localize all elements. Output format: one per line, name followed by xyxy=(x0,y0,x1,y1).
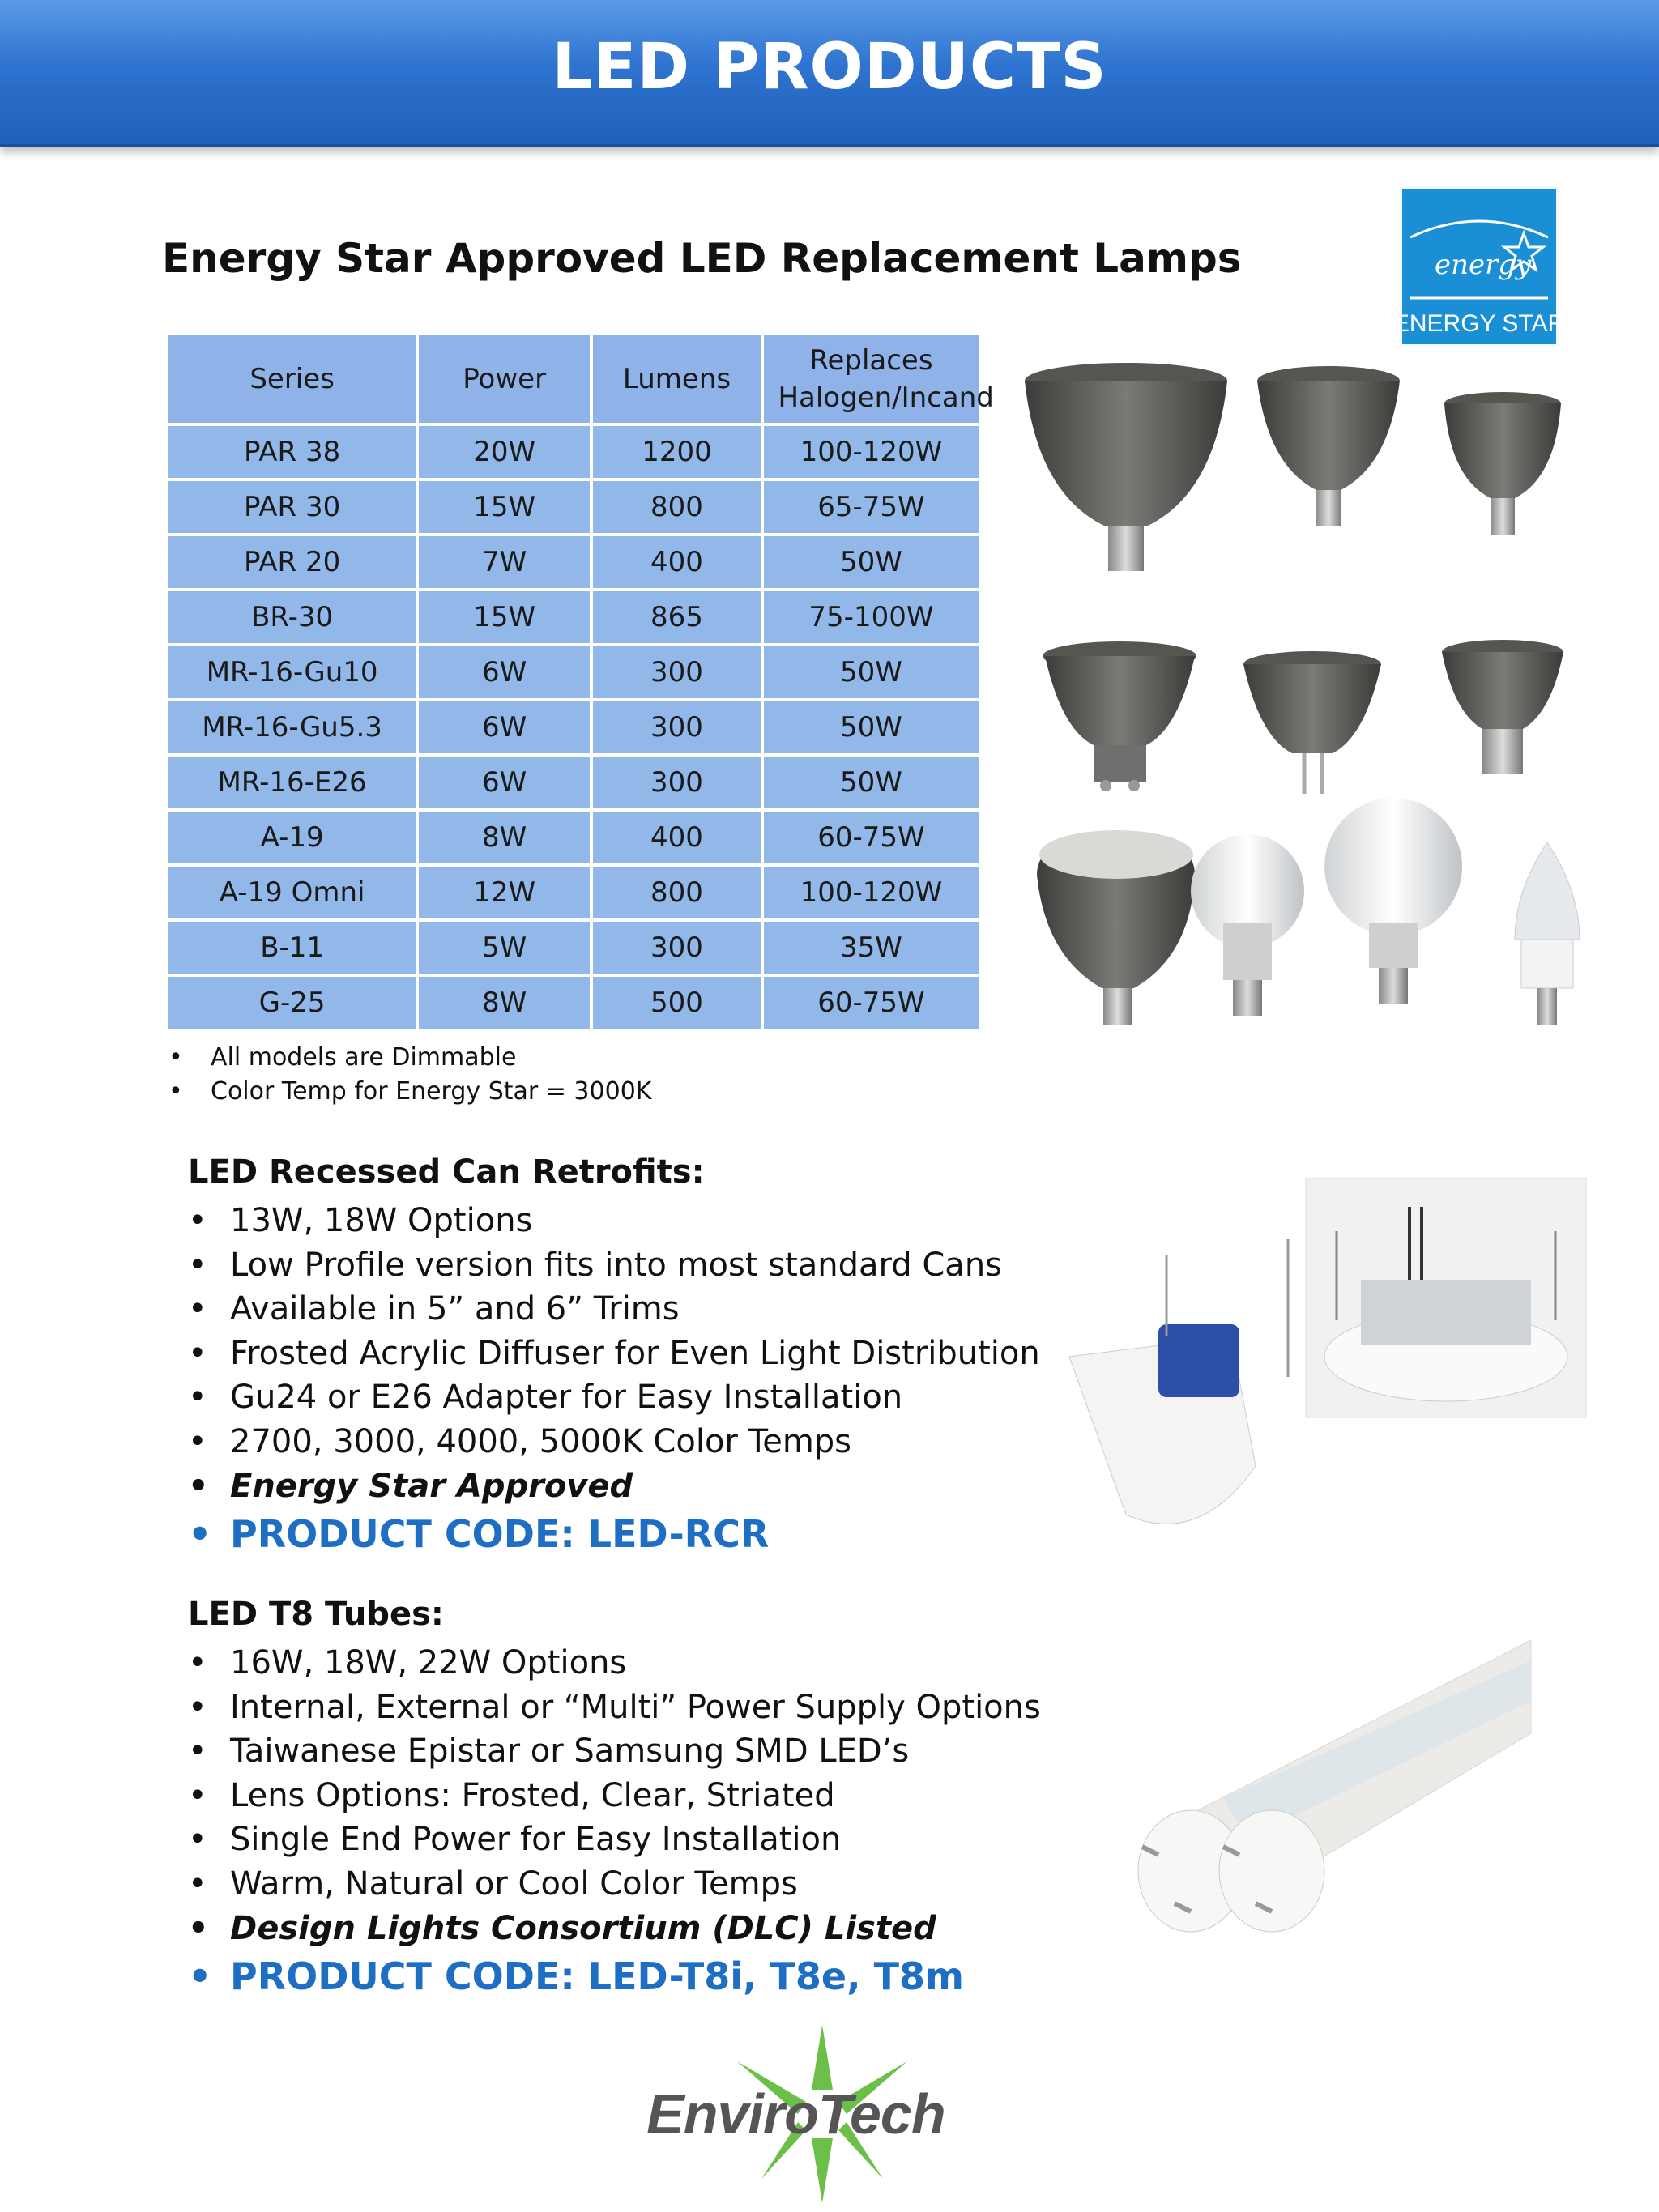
cell-power: 7W xyxy=(419,536,590,588)
cell-replaces: 60-75W xyxy=(764,812,979,863)
cell-power: 20W xyxy=(419,426,590,478)
header-replaces: Replaces Halogen/Incand xyxy=(764,335,979,423)
cell-replaces: 35W xyxy=(764,922,979,974)
table-body xyxy=(168,426,979,1029)
cell-replaces: 50W xyxy=(764,646,979,698)
table-row xyxy=(168,701,979,753)
cell-power: 15W xyxy=(419,481,590,533)
cell-lumens: 300 xyxy=(593,757,761,808)
cell-lumens: 300 xyxy=(593,922,761,974)
t8-tube-photo xyxy=(1126,1636,1539,1944)
cell-lumens: 400 xyxy=(593,812,761,863)
cell-series: MR-16-Gu10 xyxy=(168,646,416,698)
cell-lumens: 300 xyxy=(593,646,761,698)
product-code: • PRODUCT CODE: LED-T8i, T8e, T8m xyxy=(188,1950,1041,2002)
cell-series: B-11 xyxy=(168,922,416,974)
feature-item: • Gu24 or E26 Adapter for Easy Installation xyxy=(188,1375,1040,1420)
lamp-product-photos xyxy=(1013,356,1628,1053)
cell-series: A-19 Omni xyxy=(168,867,416,918)
table-row xyxy=(168,812,979,863)
cell-power: 5W xyxy=(419,922,590,974)
table-row xyxy=(168,481,979,533)
cell-lumens: 800 xyxy=(593,481,761,533)
feature-item: • Frosted Acrylic Diffuser for Even Light Distribution xyxy=(188,1332,1040,1376)
energy-star-emblem xyxy=(1392,189,1566,344)
recessed-section xyxy=(188,1153,1040,1560)
cell-lumens: 300 xyxy=(593,701,761,753)
table-row xyxy=(168,536,979,588)
cell-lumens: 1200 xyxy=(593,426,761,478)
logo-wordmark: EnviroTech xyxy=(646,2082,945,2146)
cell-power: 6W xyxy=(419,701,590,753)
envirotech-logo xyxy=(640,2017,1013,2211)
par20-bulb xyxy=(1444,392,1561,535)
feature-item: • Single End Power for Easy Installation xyxy=(188,1818,1041,1862)
tubes-title: LED T8 Tubes: xyxy=(188,1596,444,1633)
section-title: Energy Star Approved LED Replacement Lamps xyxy=(162,235,1242,282)
tubes-features xyxy=(188,1641,1041,2002)
cell-series: MR-16-Gu5.3 xyxy=(168,701,416,753)
mr16-gu10-bulb xyxy=(1043,641,1196,791)
cell-series: PAR 38 xyxy=(168,426,416,478)
header-series: Series xyxy=(168,335,416,423)
energy-star-logo xyxy=(1392,186,1566,347)
cell-series: MR-16-E26 xyxy=(168,757,416,808)
cell-replaces: 65-75W xyxy=(764,481,979,533)
feature-item: • Warm, Natural or Cool Color Temps xyxy=(188,1862,1041,1907)
feature-emphasis: • Design Lights Consortium (DLC) Listed xyxy=(188,1907,1041,1951)
header-power: Power xyxy=(419,335,590,423)
product-code: • PRODUCT CODE: LED-RCR xyxy=(188,1508,1040,1560)
energy-script-text: energy xyxy=(1435,249,1532,281)
table-row xyxy=(168,977,979,1029)
cell-power: 15W xyxy=(419,591,590,643)
cell-power: 6W xyxy=(419,757,590,808)
energy-star-label: ENERGY STAR xyxy=(1392,310,1566,337)
recessed-features xyxy=(188,1199,1040,1560)
cell-replaces: 50W xyxy=(764,701,979,753)
feature-item: • Taiwanese Epistar or Samsung SMD LED’s xyxy=(188,1729,1041,1774)
header-lumens: Lumens xyxy=(593,335,761,423)
cell-replaces: 75-100W xyxy=(764,591,979,643)
cell-lumens: 500 xyxy=(593,977,761,1029)
br30-bulb xyxy=(1037,830,1195,1025)
tubes-section xyxy=(188,1596,1041,2002)
table-row xyxy=(168,922,979,974)
mr16-e26-bulb xyxy=(1442,640,1563,774)
cell-replaces: 60-75W xyxy=(764,977,979,1029)
cell-replaces: 50W xyxy=(764,536,979,588)
header-bar xyxy=(0,0,1659,147)
cell-power: 8W xyxy=(419,812,590,863)
recessed-can-photos xyxy=(1053,1174,1604,1563)
cell-power: 8W xyxy=(419,977,590,1029)
table-row xyxy=(168,591,979,643)
feature-item: • Lens Options: Frosted, Clear, Striated xyxy=(188,1774,1041,1818)
cell-replaces: 100-120W xyxy=(764,426,979,478)
feature-item: • Internal, External or “Multi” Power Supply Options xyxy=(188,1686,1041,1730)
note-item: • Color Temp for Energy Star = 3000K xyxy=(168,1077,651,1111)
cell-replaces: 50W xyxy=(764,757,979,808)
mr16-gu53-bulb xyxy=(1243,651,1381,794)
cell-lumens: 800 xyxy=(593,867,761,918)
feature-item: • Available in 5” and 6” Trims xyxy=(188,1287,1040,1332)
table-row xyxy=(168,867,979,918)
g25-bulb xyxy=(1324,798,1462,1004)
table-row xyxy=(168,646,979,698)
page-title: LED PRODUCTS xyxy=(552,31,1107,104)
cell-lumens: 400 xyxy=(593,536,761,588)
note-item: • All models are Dimmable xyxy=(168,1043,651,1077)
specs-table xyxy=(165,332,994,1032)
a19-bulb xyxy=(1191,834,1304,1016)
recessed-title: LED Recessed Can Retrofits: xyxy=(188,1153,705,1191)
feature-item: • Low Profile version fits into most standard Cans xyxy=(188,1243,1040,1288)
par30-bulb xyxy=(1257,366,1400,526)
notes-list xyxy=(168,1043,651,1111)
feature-item: • 13W, 18W Options xyxy=(188,1199,1040,1243)
table-row xyxy=(168,426,979,478)
cell-series: PAR 20 xyxy=(168,536,416,588)
cell-power: 12W xyxy=(419,867,590,918)
cell-series: PAR 30 xyxy=(168,481,416,533)
cell-replaces: 100-120W xyxy=(764,867,979,918)
par38-bulb xyxy=(1025,363,1227,571)
b11-candle-bulb xyxy=(1515,842,1580,1025)
table-row xyxy=(168,757,979,808)
cell-series: A-19 xyxy=(168,812,416,863)
cell-power: 6W xyxy=(419,646,590,698)
feature-item: • 2700, 3000, 4000, 5000K Color Temps xyxy=(188,1420,1040,1464)
cell-series: G-25 xyxy=(168,977,416,1029)
table-header-row xyxy=(168,335,979,423)
cell-series: BR-30 xyxy=(168,591,416,643)
cell-lumens: 865 xyxy=(593,591,761,643)
feature-emphasis: • Energy Star Approved xyxy=(188,1464,1040,1509)
feature-item: • 16W, 18W, 22W Options xyxy=(188,1641,1041,1686)
